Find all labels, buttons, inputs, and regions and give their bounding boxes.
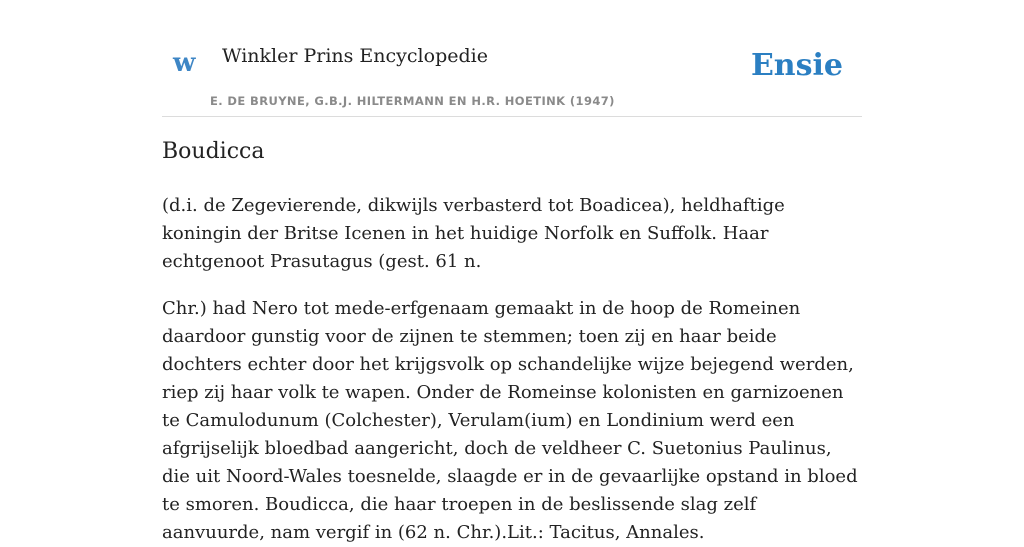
article-paragraph: (d.i. de Zegevierende, dikwijls verbasterd tot Boadicea), heldhaftige koningin der Britse Icenen in het huidige Norfolk en Suffolk. Haar echtgenoot Prasutagus (gest. 61 n.: [162, 195, 785, 272]
page-container: [162, 0, 862, 543]
ensie-logo-link[interactable]: Ensie: [750, 48, 843, 83]
source-authors: E. DE BRUYNE, G.B.J. HILTERMANN EN H.R. HOETINK (1947): [210, 94, 615, 108]
site-header: [162, 0, 862, 117]
article-title: Boudicca: [162, 139, 265, 164]
source-logo-icon[interactable]: w: [173, 48, 196, 78]
article-paragraph: Chr.) had Nero tot mede-erfgenaam gemaakt in de hoop de Romeinen daardoor gunstig voor de zijnen te stemmen; toen zij en haar beide dochters echter door het krijgsvolk op schandelijke wijze bejegend werden, riep zij haar volk te wapen. Onder de Romeinse kolonisten en garnizoenen te Camulodunum (Colchester), Verulam(ium) en Londinium werd een afgrijselijk bloedbad aangericht, doch de veldheer C. Suetonius Paulinus, die uit Noord-Wales toesnelde, slaagde er in de gevaarlijke opstand in bloed te smoren. Boudicca, die haar troepen in de beslissende slag zelf aanvuurde, nam vergif in (62 n. Chr.).Lit.: Tacitus, Annales.: [162, 298, 858, 543]
source-title-link[interactable]: Winkler Prins Encyclopedie: [222, 45, 488, 67]
